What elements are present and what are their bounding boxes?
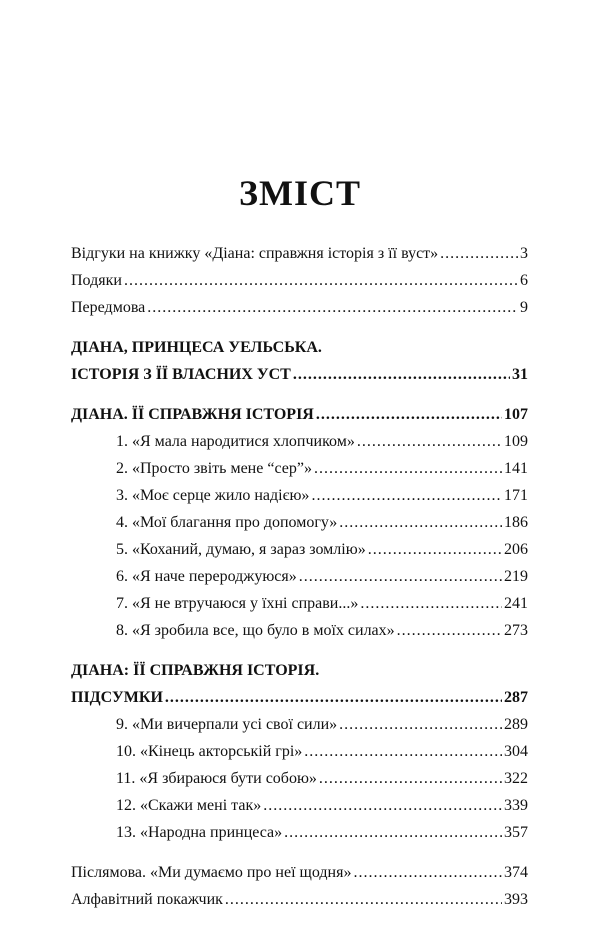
page-number: 107 (504, 406, 528, 423)
part-heading: ДІАНА, ПРИНЦЕСА УЕЛЬСЬКА. (71, 339, 322, 356)
dot-leader (339, 509, 502, 536)
toc-chapter[interactable] (71, 590, 528, 617)
toc-entry-acknowledgements[interactable] (71, 267, 528, 294)
page-number: 3 (520, 245, 528, 262)
dot-leader (339, 711, 502, 738)
entry-title: ДІАНА. ЇЇ СПРАВЖНЯ ІСТОРІЯ (71, 406, 314, 423)
toc-chapter[interactable] (71, 482, 528, 509)
toc-chapter[interactable] (71, 617, 528, 644)
dot-leader (368, 536, 502, 563)
entry-title: 5. «Коханий, думаю, я зараз зомлію» (116, 541, 366, 558)
entry-title: Післямова. «Ми думаємо про неї щодня» (71, 864, 352, 881)
dot-leader (357, 428, 502, 455)
page-number: 171 (504, 487, 528, 504)
toc-chapter[interactable] (71, 819, 528, 846)
dot-leader (225, 886, 502, 913)
page-number: 357 (504, 824, 528, 841)
dot-leader (319, 765, 502, 792)
dot-leader (316, 401, 502, 428)
entry-title: Алфавітний покажчик (71, 891, 223, 908)
toc-chapter[interactable] (71, 792, 528, 819)
dot-leader (293, 361, 510, 388)
page-number: 322 (504, 770, 528, 787)
entry-title: 1. «Я мала народитися хлопчиком» (116, 433, 355, 450)
dot-leader (304, 738, 502, 765)
page-number: 339 (504, 797, 528, 814)
dot-leader (263, 792, 502, 819)
page-title: ЗМІСТ (239, 173, 361, 213)
entry-title: Відгуки на книжку «Діана: справжня історія з її вуст» (71, 245, 439, 262)
toc-entry-preface[interactable] (71, 294, 528, 321)
dot-leader (147, 294, 518, 321)
part-heading: ДІАНА: ЇЇ СПРАВЖНЯ ІСТОРІЯ. (71, 662, 320, 679)
dot-leader (360, 590, 502, 617)
entry-title: 4. «Мої благання про допомогу» (116, 514, 338, 531)
table-of-contents (71, 240, 528, 913)
dot-leader (299, 563, 502, 590)
page-number: 31 (512, 366, 528, 383)
entry-title: Подяки (71, 272, 122, 289)
toc-chapter[interactable] (71, 563, 528, 590)
entry-title: 10. «Кінець акторській грі» (116, 743, 303, 760)
dot-leader (397, 617, 502, 644)
entry-title: 13. «Народна принцеса» (116, 824, 283, 841)
toc-chapter[interactable] (71, 765, 528, 792)
dot-leader (440, 240, 518, 267)
entry-title: 6. «Я наче перероджуюся» (116, 568, 297, 585)
dot-leader (311, 482, 502, 509)
toc-entry-part-2[interactable] (71, 401, 528, 428)
page-number: 9 (520, 299, 528, 316)
entry-title: 2. «Просто звіть мене “сер”» (116, 460, 312, 477)
entry-title: ПІДСУМКИ (71, 689, 163, 706)
page-number: 374 (504, 864, 528, 881)
entry-title: 8. «Я зробила все, що було в моїх силах» (116, 622, 395, 639)
toc-chapter[interactable] (71, 536, 528, 563)
toc-entry-afterword[interactable] (71, 859, 528, 886)
dot-leader (284, 819, 502, 846)
page-number: 219 (504, 568, 528, 585)
toc-entry-part-1[interactable] (71, 361, 528, 388)
dot-leader (353, 859, 502, 886)
toc-chapter[interactable] (71, 711, 528, 738)
page-number: 6 (520, 272, 528, 289)
entry-title: 7. «Я не втручаюся у їхні справи...» (116, 595, 359, 612)
toc-entry-index[interactable] (71, 886, 528, 913)
page-number: 273 (504, 622, 528, 639)
page-number: 186 (504, 514, 528, 531)
toc-chapter[interactable] (71, 509, 528, 536)
toc-entry-part-3[interactable] (71, 684, 528, 711)
dot-leader (124, 267, 518, 294)
entry-title: 9. «Ми вичерпали усі свої сили» (116, 716, 338, 733)
entry-title: 11. «Я збираюся бути собою» (116, 770, 317, 787)
page-number: 287 (504, 689, 528, 706)
entry-title: Передмова (71, 299, 146, 316)
dot-leader (314, 455, 502, 482)
toc-chapter[interactable] (71, 738, 528, 765)
page-number: 241 (504, 595, 528, 612)
toc-entry-reviews[interactable] (71, 240, 528, 267)
entry-title: 12. «Скажи мені так» (116, 797, 262, 814)
toc-chapter[interactable] (71, 455, 528, 482)
page-number: 109 (504, 433, 528, 450)
page-number: 289 (504, 716, 528, 733)
entry-title: ІСТОРІЯ З ЇЇ ВЛАСНИХ УСТ (71, 366, 291, 383)
entry-title: 3. «Моє серце жило надією» (116, 487, 310, 504)
dot-leader (165, 684, 502, 711)
toc-chapter[interactable] (71, 428, 528, 455)
page-number: 304 (504, 743, 528, 760)
page-number: 393 (504, 891, 528, 908)
page-number: 206 (504, 541, 528, 558)
page-number: 141 (504, 460, 528, 477)
